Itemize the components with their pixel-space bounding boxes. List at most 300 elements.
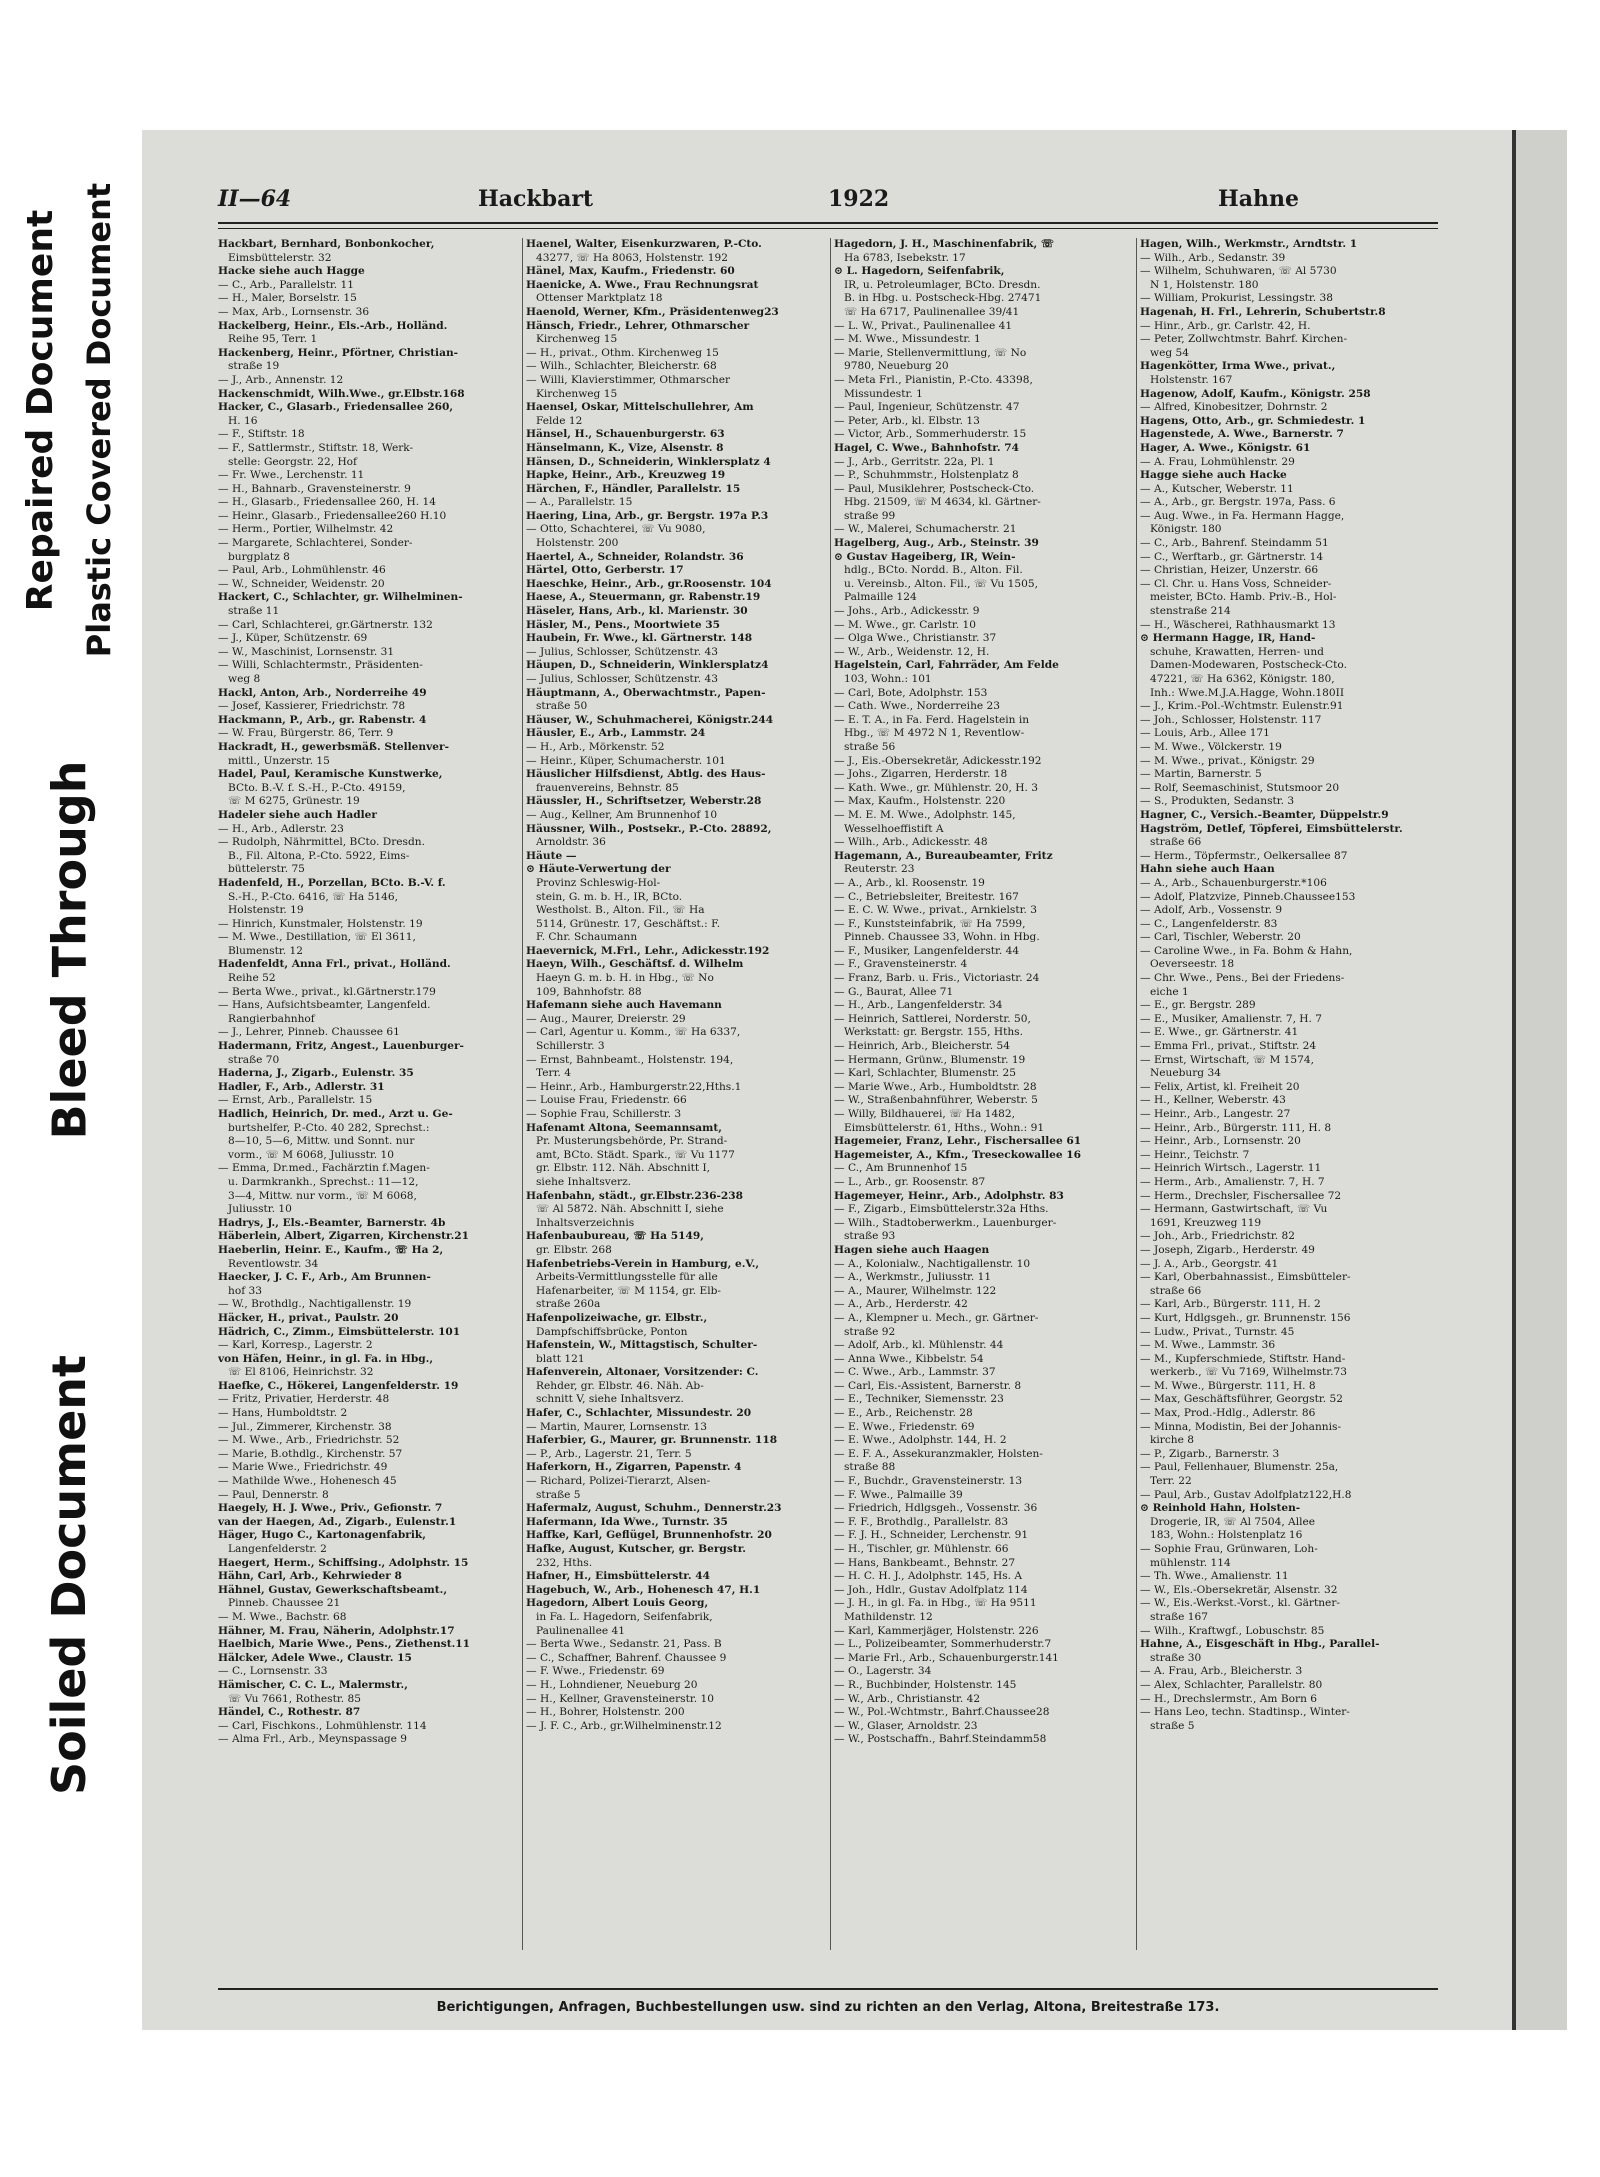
directory-entry-line: Hafke, August, Kutscher, gr. Bergstr. [526, 1543, 746, 1555]
directory-entry-line: — Aug., Maurer, Dreierstr. 29 [526, 1012, 686, 1025]
directory-entry-line: Hagen, Wilh., Werkmstr., Arndtstr. 1 [1140, 238, 1358, 250]
directory-entry-line: — H., Bohrer, Holstenstr. 200 [526, 1706, 685, 1719]
directory-entry-line: — M. Wwe., gr. Carlstr. 10 [834, 618, 976, 631]
directory-entry-line: Schillerstr. 3 [536, 1040, 605, 1053]
directory-entry-line: — C., Schaffner, Bahrenf. Chaussee 9 [526, 1651, 727, 1664]
directory-entry-line: — W., Brothdlg., Nachtigallenstr. 19 [218, 1298, 412, 1311]
directory-entry-line: 109, Bahnhofstr. 88 [536, 985, 642, 998]
directory-entry-line: — Hinr., Arb., gr. Carlstr. 42, H. [1140, 319, 1311, 332]
directory-entry-line: Holstenstr. 200 [536, 537, 619, 550]
directory-entry-line: — M. Wwe., privat., Königstr. 29 [1140, 754, 1315, 767]
directory-entry-line: 8—10, 5—6, Mittw. und Sonnt. nur [228, 1135, 415, 1148]
directory-entry-line: H. 16 [228, 414, 258, 427]
directory-entry-line: straße 99 [844, 509, 896, 522]
directory-entry-line: — W., Arb., Christianstr. 42 [834, 1692, 981, 1705]
directory-entry-line: Neueburg 34 [1150, 1067, 1221, 1080]
directory-entry-line: Haese, A., Steuermann, gr. Rabenstr.19 [526, 591, 761, 604]
directory-entry-line: — Chr. Wwe., Pens., Bei der Friedens- [1140, 972, 1345, 985]
directory-entry-line: Häseler, Hans, Arb., kl. Marienstr. 30 [526, 605, 748, 618]
directory-entry-line: straße 66 [1150, 1284, 1202, 1297]
directory-entry-line: Inh.: Wwe.M.J.A.Hagge, Wohn.180II [1150, 686, 1345, 699]
directory-entry-line: straße 5 [536, 1488, 581, 1501]
directory-entry-line: Hagström, Detlef, Töpferei, Eimsbüttelerstr. [1140, 822, 1403, 835]
directory-entry-line: — H., Glasarb., Friedensallee 260, H. 14 [218, 496, 436, 509]
directory-entry-line: IR, u. Petroleumlager, BCto. Dresdn. [844, 278, 1041, 291]
directory-entry-line: Haecker, J. C. F., Arb., Am Brunnen- [218, 1271, 431, 1284]
directory-entry-line: Terr. 4 [536, 1067, 571, 1080]
directory-entry-line: weg 8 [228, 673, 261, 685]
directory-entry-line: Mathildenstr. 12 [844, 1610, 933, 1623]
directory-entry-line: mühlenstr. 114 [1150, 1556, 1231, 1569]
distortion-labels [0, 130, 138, 1900]
directory-entry-line: Häcker, H., privat., Paulstr. 20 [218, 1311, 399, 1324]
directory-entry-line: — M. Wwe., Völckerstr. 19 [1140, 740, 1282, 753]
directory-entry-line: B. in Hbg. u. Postscheck-Hbg. 27471 [844, 292, 1042, 305]
directory-entry-line: — Johs., Arb., Adickesstr. 9 [834, 605, 980, 618]
directory-entry-line: straße 260a [536, 1298, 601, 1311]
directory-entry-line: Hackradt, H., gewerbsmäß. Stellenver- [218, 740, 449, 753]
directory-entry-line: — E. C. W. Wwe., privat., Arnkielstr. 3 [834, 904, 1037, 917]
directory-entry-line: — Minna, Modistin, Bei der Johannis- [1140, 1420, 1342, 1433]
directory-entry-line: Hafenverein, Altonaer, Vorsitzender: C. [526, 1366, 759, 1379]
directory-entry-line: Holstenstr. 19 [228, 904, 304, 917]
header-year: 1922 [828, 186, 890, 212]
directory-entry-line: Paulinenallee 41 [536, 1624, 625, 1637]
directory-entry-line: — Th. Wwe., Amalienstr. 11 [1140, 1570, 1289, 1583]
directory-entry-line: Kirchenweg 15 [536, 387, 618, 400]
directory-entry-line: — Wilh., Stadtoberwerkm., Lauenburger- [834, 1216, 1057, 1229]
directory-entry-line: straße 70 [228, 1053, 280, 1066]
directory-entry-line: — Karl, Arb., Bürgerstr. 111, H. 2 [1140, 1298, 1321, 1311]
directory-entry-line: Hänsel, H., Schauenburgerstr. 63 [526, 428, 725, 441]
directory-entry-line: Haenel, Walter, Eisenkurzwaren, P.-Cto. [526, 238, 762, 250]
directory-entry-line: — Joh., Arb., Friedrichstr. 82 [1140, 1230, 1295, 1243]
directory-entry-line: — Alma Frl., Arb., Meynspassage 9 [218, 1733, 408, 1746]
directory-entry-line: Hafermalz, August, Schuhm., Dennerstr.23 [526, 1502, 782, 1515]
directory-entry-line: — Felix, Artist, kl. Freiheit 20 [1140, 1080, 1300, 1093]
directory-entry-line: — W., Maschinist, Lornsenstr. 31 [218, 645, 395, 658]
directory-entry-line: Hadenfeldt, Anna Frl., privat., Holländ. [218, 958, 451, 971]
directory-entry-line: — Richard, Polizei-Tierarzt, Alsen- [526, 1475, 711, 1488]
soiled-document-label: Soiled Document [42, 1354, 97, 1796]
directory-entry-line: 1691, Kreuzweg 119 [1150, 1216, 1262, 1229]
directory-entry-line: Pr. Musterungsbehörde, Pr. Strand- [536, 1135, 728, 1148]
footer-rule [218, 1988, 1438, 1990]
directory-entry-line: Pinneb. Chaussee 21 [228, 1597, 341, 1610]
directory-entry-line: — Max, Geschäftsführer, Georgstr. 52 [1140, 1393, 1343, 1406]
directory-entry-line: Hagner, C., Versich.-Beamter, Düppelstr.9 [1140, 808, 1389, 821]
directory-entry-line: Händel, C., Rothestr. 87 [218, 1706, 361, 1719]
directory-entry-line: burtshelfer, P.-Cto. 40 282, Sprechst.: [228, 1121, 430, 1134]
directory-entry-line: straße 93 [844, 1230, 896, 1243]
directory-entry-line: — Otto, Schachterei, ☏ Vu 9080, [526, 523, 706, 536]
directory-entry-line: Ha 6783, Isebekstr. 17 [844, 251, 966, 264]
directory-entry-line: — C., Arb., Parallelstr. 11 [218, 278, 354, 291]
directory-entry-line: — Ludw., Privat., Turnstr. 45 [1140, 1325, 1295, 1338]
directory-entry-line: — Paul, Fellenhauer, Blumenstr. 25a, [1140, 1461, 1339, 1474]
directory-entry-line: 9780, Neueburg 20 [844, 360, 949, 373]
directory-entry-line: — E., Arb., Reichenstr. 28 [834, 1407, 973, 1420]
directory-entry-line: — Alex, Schlachter, Parallelstr. 80 [1140, 1678, 1323, 1691]
directory-entry-line: — Carl, Tischler, Weberstr. 20 [1140, 931, 1301, 944]
directory-entry-line: — Adolf, Platzvize, Pinneb.Chaussee153 [1140, 890, 1356, 903]
directory-entry-line: Häuser, W., Schuhmacherei, Königstr.244 [526, 713, 774, 726]
directory-entry-line: Hagedorn, J. H., Maschinenfabrik, ☏ [834, 238, 1055, 250]
directory-entry-line: — W. Frau, Bürgerstr. 86, Terr. 9 [218, 727, 394, 740]
directory-entry-line: Missundestr. 1 [844, 387, 923, 400]
directory-entry-line: Hackelberg, Heinr., Els.-Arb., Holländ. [218, 319, 448, 332]
directory-entry-line: — Aug., Kellner, Am Brunnenhof 10 [526, 808, 718, 821]
directory-entry-line: Hänselmann, K., Vize, Alsenstr. 8 [526, 441, 724, 454]
directory-entry-line: — F. Wwe., Friedenstr. 69 [526, 1665, 665, 1678]
directory-entry-line: — W., Postschaffn., Bahrf.Steindamm58 [834, 1733, 1047, 1746]
directory-entry-line: — A., Arb., Schauenburgerstr.*106 [1140, 876, 1327, 889]
directory-entry-line: straße 66 [1150, 836, 1202, 849]
directory-entry-line: — Carl, Fischkons., Lohmühlenstr. 114 [218, 1719, 427, 1732]
directory-entry-line: — Johs., Zigarren, Herderstr. 18 [834, 768, 1008, 781]
directory-entry-line: — F. Wwe., Palmaille 39 [834, 1488, 963, 1501]
directory-entry-line: Langenfelderstr. 2 [228, 1543, 327, 1555]
directory-entry-line: u. Vereinsb., Alton. Fil., ☏ Vu 1505, [844, 577, 1038, 590]
directory-entry-line: Häger, Hugo C., Kartonagenfabrik, [218, 1529, 426, 1542]
directory-entry-line: — W., Els.-Obersekretär, Alsenstr. 32 [1140, 1583, 1338, 1596]
directory-entry-line: — R., Buchbinder, Holstenstr. 145 [834, 1678, 1017, 1691]
directory-entry-line: Hagen siehe auch Haagen [834, 1243, 990, 1256]
directory-entry-line: — A., Arb., kl. Roosenstr. 19 [834, 876, 985, 889]
directory-entry-line: Haegert, Herm., Schiffsing., Adolphstr. 15 [218, 1556, 469, 1569]
directory-entry-line: Eimsbüttelerstr. 32 [228, 251, 332, 264]
directory-entry-line: Hbg. 21509, ☏ M 4634, kl. Gärtner- [844, 496, 1041, 509]
directory-entry-line: Provinz Schleswig-Hol- [536, 876, 661, 889]
directory-entry-line: Reihe 95, Terr. 1 [228, 333, 318, 346]
directory-entry-line: Hafermann, Ida Wwe., Turnstr. 35 [526, 1515, 728, 1528]
directory-entry-line: — Carl, Eis.-Assistent, Barnerstr. 8 [834, 1379, 1022, 1392]
directory-entry-line: siehe Inhaltsverz. [536, 1175, 632, 1188]
directory-entry-line: hof 33 [228, 1284, 262, 1297]
directory-entry-line: — Fritz, Privatier, Herderstr. 48 [218, 1393, 390, 1406]
directory-entry-line: Hacke siehe auch Hagge [218, 265, 365, 278]
directory-entry-line: Hafenarbeiter, ☏ M 1154, gr. Elb- [536, 1284, 721, 1297]
directory-entry-line: — Carl, Schlachterei, gr.Gärtnerstr. 132 [218, 618, 433, 631]
entry-column-3 [834, 238, 1132, 1950]
directory-entry-line: — H., Arb., Langenfelderstr. 34 [834, 999, 1003, 1012]
directory-entry-line: — Heinr., Teichstr. 7 [1140, 1148, 1250, 1161]
directory-entry-line: Häusler, E., Arb., Lammstr. 24 [526, 727, 706, 740]
directory-entry-line: — F. F., Brothdlg., Parallelstr. 83 [834, 1515, 1009, 1528]
directory-entry-line: — Hinrich, Kunstmaler, Holstenstr. 19 [218, 917, 423, 930]
directory-entry-line: N 1, Holstenstr. 180 [1150, 278, 1259, 291]
directory-entry-line: — J., Arb., Annenstr. 12 [218, 373, 344, 386]
directory-entry-line: — M. Wwe., Destillation, ☏ El 3611, [218, 931, 416, 944]
directory-entry-line: — J. A., Arb., Georgstr. 41 [1140, 1257, 1279, 1270]
directory-entry-line: Drogerie, IR, ☏ Al 7504, Allee [1150, 1515, 1316, 1528]
directory-entry-line: 3—4, Mittw. nur vorm., ☏ M 6068, [228, 1189, 417, 1202]
directory-entry-line: — O., Lagerstr. 34 [834, 1665, 932, 1678]
directory-entry-line: — Heinrich, Sattlerei, Norderstr. 50, [834, 1012, 1031, 1025]
directory-entry-line: Häberlein, Albert, Zigarren, Kirchenstr.21 [218, 1230, 470, 1243]
directory-entry-line: — A., Parallelstr. 15 [526, 496, 633, 509]
directory-entry-line: — Willi, Klavierstimmer, Othmarscher [526, 373, 731, 386]
directory-entry-line: gr. Elbstr. 268 [536, 1243, 612, 1256]
directory-entry-line: — E. Wwe., Friedenstr. 69 [834, 1420, 975, 1433]
directory-entry-line: straße 88 [844, 1461, 896, 1474]
directory-entry-line: Hähnel, Gustav, Gewerkschaftsbeamt., [218, 1583, 448, 1596]
directory-entry-line: — Aug. Wwe., in Fa. Hermann Hagge, [1140, 509, 1345, 522]
directory-entry-line: Hagenah, H. Frl., Lehrerin, Schubertstr.8 [1140, 305, 1386, 318]
directory-entry-line: — Paul, Arb., Gustav Adolfplatz122,H.8 [1140, 1488, 1352, 1501]
directory-entry-line: — Adolf, Arb., kl. Mühlenstr. 44 [834, 1339, 1004, 1352]
directory-entry-line: eiche 1 [1150, 985, 1189, 998]
entry-column-4 [1140, 238, 1438, 1950]
directory-entry-line: Königstr. 180 [1150, 523, 1222, 536]
directory-entry-line: 5114, Grünestr. 17, Geschäftst.: F. [536, 917, 721, 930]
directory-entry-line: — J. F. C., Arb., gr.Wilhelminenstr.12 [526, 1719, 722, 1732]
directory-entry-line: — H., Kellner, Weberstr. 43 [1140, 1094, 1286, 1107]
directory-entry-line: straße 56 [844, 740, 896, 753]
directory-entry-line: ⊙ Häute-Verwertung der [526, 863, 671, 876]
directory-entry-line: straße 5 [1150, 1719, 1195, 1732]
directory-entry-line: straße 92 [844, 1325, 896, 1338]
directory-entry-line: — S., Produkten, Sedanstr. 3 [1140, 795, 1295, 808]
directory-entry-line: — C. Wwe., Arb., Lammstr. 37 [834, 1366, 996, 1379]
directory-entry-line: Hädrich, C., Zimm., Eimsbüttelerstr. 101 [218, 1325, 461, 1338]
directory-entry-line: Haffke, Karl, Geflügel, Brunnenhofstr. 20 [526, 1529, 772, 1542]
directory-entry-line: — Paul, Arb., Lohmühlenstr. 46 [218, 564, 386, 577]
directory-entry-line: Hafner, H., Eimsbüttelerstr. 44 [526, 1570, 710, 1583]
directory-entry-line: Hadel, Paul, Keramische Kunstwerke, [218, 768, 443, 781]
directory-entry-line: — Emma Frl., privat., Stiftstr. 24 [1140, 1040, 1317, 1053]
directory-entry-line: — A. Frau, Arb., Bleicherstr. 3 [1140, 1665, 1303, 1678]
directory-entry-line: — Peter, Zollwchtmstr. Bahrf. Kirchen- [1140, 333, 1348, 346]
directory-entry-line: — C., Langenfelderstr. 83 [1140, 917, 1278, 930]
directory-entry-line: — Herm., Drechsler, Fischersallee 72 [1140, 1189, 1342, 1202]
directory-entry-line: — Julius, Schlosser, Schützenstr. 43 [526, 673, 718, 685]
directory-entry-line: — W., Malerei, Schumacherstr. 21 [834, 523, 1017, 536]
directory-entry-line: — Heinrich Wirtsch., Lagerstr. 11 [1140, 1162, 1322, 1175]
directory-entry-line: — M. Wwe., Bürgerstr. 111, H. 8 [1140, 1379, 1316, 1392]
directory-entry-line: — Heinr., Küper, Schumacherstr. 101 [526, 754, 726, 767]
directory-entry-line: Hagenstede, A. Wwe., Barnerstr. 7 [1140, 428, 1344, 441]
directory-entry-line: Haeschke, Heinr., Arb., gr.Roosenstr. 104 [526, 577, 772, 590]
directory-entry-line: Eimsbüttelerstr. 61, Hths., Wohn.: 91 [844, 1121, 1045, 1134]
directory-entry-line: ⊙ Hermann Hagge, IR, Hand- [1140, 632, 1316, 645]
directory-entry-line: weg 54 [1150, 346, 1189, 359]
entry-column-1 [218, 238, 516, 1950]
directory-entry-line: Hackl, Anton, Arb., Norderreihe 49 [218, 686, 427, 699]
directory-entry-line: Häupen, D., Schneiderin, Winklersplatz4 [526, 659, 769, 672]
directory-entry-line: — Heinrich, Arb., Bleicherstr. 54 [834, 1040, 1010, 1053]
column-divider-1 [522, 238, 523, 1950]
entry-columns [218, 238, 1438, 1950]
directory-entry-line: Hänsen, D., Schneiderin, Winklersplatz 4 [526, 455, 771, 468]
directory-entry-line: — Heinr., Arb., Langestr. 27 [1140, 1108, 1291, 1120]
directory-entry-line: Hagenow, Adolf, Kaufm., Königstr. 258 [1140, 387, 1371, 400]
directory-entry-line: burgplatz 8 [228, 550, 290, 563]
directory-entry-line: Reuterstr. 23 [844, 863, 915, 876]
directory-entry-line: Haenold, Werner, Kfm., Präsidentenweg23 [526, 305, 779, 318]
directory-entry-line: — H., Tischler, gr. Mühlenstr. 66 [834, 1543, 1009, 1555]
directory-entry-line: B., Fil. Altona, P.-Cto. 5922, Eims- [228, 849, 410, 862]
header-last-entry: Hahne [1218, 186, 1300, 212]
directory-entry-line: — Joh., Hdlr., Gustav Adolfplatz 114 [834, 1583, 1028, 1596]
directory-entry-line: — Kurt, Hdlgsgeh., gr. Brunnenstr. 156 [1140, 1311, 1351, 1324]
directory-entry-line: Ottenser Marktplatz 18 [536, 292, 663, 305]
directory-entry-line: Hbg., ☏ M 4972 N 1, Reventlow- [844, 727, 1025, 740]
directory-entry-line: — A., Klempner u. Mech., gr. Gärtner- [834, 1311, 1039, 1324]
directory-entry-line: Häuptmann, A., Oberwachtmstr., Papen- [526, 686, 766, 699]
directory-entry-line: Haegely, H. J. Wwe., Priv., Gefionstr. 7 [218, 1502, 443, 1515]
directory-entry-line: Dampfschiffsbrücke, Ponton [536, 1325, 688, 1338]
directory-entry-line: gr. Elbstr. 112. Näh. Abschnitt I, [536, 1162, 711, 1175]
directory-entry-line: — Louise Frau, Friedenstr. 66 [526, 1094, 687, 1107]
directory-entry-line: Hagenkötter, Irma Wwe., privat., [1140, 360, 1336, 373]
directory-entry-line: — C., Arb., Bahrenf. Steindamm 51 [1140, 537, 1329, 550]
directory-entry-line: — Mathilde Wwe., Hohenesch 45 [218, 1475, 397, 1488]
directory-entry-line: — Herm., Töpfermstr., Oelkersallee 87 [1140, 849, 1348, 862]
directory-entry-line: ☏ El 8106, Heinrichstr. 32 [228, 1366, 374, 1379]
directory-entry-line: Hackert, C., Schlachter, gr. Wilhelminen- [218, 591, 463, 604]
directory-entry-line: Hafenstein, W., Mittagstisch, Schulter- [526, 1339, 758, 1352]
directory-entry-line: Haeberlin, Heinr. E., Kaufm., ☏ Ha 2, [218, 1243, 444, 1256]
directory-entry-line: — William, Prokurist, Lessingstr. 38 [1140, 292, 1333, 305]
directory-entry-line: — E. Wwe., Adolphstr. 144, H. 2 [834, 1434, 1007, 1447]
directory-entry-line: — Max, Kaufm., Holstenstr. 220 [834, 795, 1006, 808]
directory-entry-line: — Karl, Oberbahnassist., Eimsbütteler- [1140, 1271, 1351, 1284]
directory-entry-line: Hagelstein, Carl, Fahrräder, Am Felde [834, 659, 1059, 672]
directory-entry-line: — E., Techniker, Siemensstr. 23 [834, 1393, 1004, 1406]
directory-entry-line: — Heinr., Arb., Lornsenstr. 20 [1140, 1135, 1301, 1148]
directory-entry-line: Haferbier, G., Maurer, gr. Brunnenstr. 118 [526, 1434, 778, 1447]
directory-entry-line: Hadeler siehe auch Hadler [218, 808, 377, 821]
directory-entry-line: — W., Straßenbahnführer, Weberstr. 5 [834, 1094, 1038, 1107]
directory-entry-line: 183, Wohn.: Holstenplatz 16 [1150, 1529, 1303, 1542]
directory-entry-line: 47221, ☏ Ha 6362, Königstr. 180, [1150, 673, 1335, 685]
directory-entry-line: — M. E. M. Wwe., Adolphstr. 145, [834, 808, 1016, 821]
directory-entry-line: — H., Drechslermstr., Am Born 6 [1140, 1692, 1318, 1705]
directory-entry-line: Hagemeyer, Heinr., Arb., Adolphstr. 83 [834, 1189, 1064, 1202]
bleed-through-label: Bleed Through [42, 760, 97, 1140]
directory-entry-line: Hagemeister, A., Kfm., Treseckowallee 16 [834, 1148, 1082, 1161]
directory-entry-line: Haferkorn, H., Zigarren, Papenstr. 4 [526, 1461, 742, 1474]
directory-entry-line: Hagel, C. Wwe., Bahnhofstr. 74 [834, 441, 1019, 454]
directory-entry-line: Hafenbetriebs-Verein in Hamburg, e.V., [526, 1257, 760, 1270]
directory-entry-line: — Peter, Arb., kl. Elbstr. 13 [834, 414, 980, 427]
directory-entry-line: Häussner, Wilh., Postsekr., P.-Cto. 28892, [526, 822, 772, 835]
directory-entry-line: — F., Sattlermstr., Stiftstr. 18, Werk- [218, 441, 414, 454]
directory-entry-line: Hager, A. Wwe., Königstr. 61 [1140, 441, 1311, 454]
directory-entry-line: von Häfen, Heinr., in gl. Fa. in Hbg., [218, 1352, 434, 1365]
directory-entry-line: stelle: Georgstr. 22, Hof [228, 455, 357, 468]
directory-entry-line: Haderna, J., Zigarb., Eulenstr. 35 [218, 1067, 414, 1080]
directory-entry-line: — Ernst, Wirtschaft, ☏ M 1574, [1140, 1053, 1315, 1066]
directory-entry-line: Häsler, M., Pens., Moortwiete 35 [526, 618, 721, 631]
directory-entry-line: Häuslicher Hilfsdienst, Abtlg. des Haus- [526, 768, 766, 781]
directory-entry-line: — F., Zigarb., Eimsbüttelerstr.32a Hths. [834, 1203, 1049, 1216]
directory-entry-line: Westholst. B., Alton. Fil., ☏ Ha [536, 904, 705, 917]
directory-entry-line: — Paul, Dennerstr. 8 [218, 1488, 329, 1501]
directory-entry-line: — F., Stiftstr. 18 [218, 428, 305, 441]
directory-entry-line: 232, Hths. [536, 1556, 593, 1569]
directory-entry-line: — Karl, Korresp., Lagerstr. 2 [218, 1339, 373, 1352]
directory-entry-line: 43277, ☏ Ha 8063, Holstenstr. 192 [536, 251, 729, 264]
directory-entry-line: BCto. B.-V. f. S.-H., P.-Cto. 49159, [228, 781, 406, 794]
directory-entry-line: — Joseph, Zigarb., Herderstr. 49 [1140, 1243, 1315, 1256]
directory-entry-line: straße 50 [536, 700, 588, 713]
directory-entry-line: — Emma, Dr.med., Fachärztin f.Magen- [218, 1162, 430, 1175]
directory-entry-line: — Cl. Chr. u. Hans Voss, Schneider- [1140, 577, 1332, 590]
directory-entry-line: — Hermann, Gastwirtschaft, ☏ Vu [1140, 1203, 1328, 1216]
directory-entry-line: büttelerstr. 75 [228, 863, 305, 876]
directory-entry-line: Rangierbahnhof [228, 1012, 315, 1025]
directory-entry-line: u. Darmkrankh., Sprechst.: 11—12, [228, 1175, 419, 1188]
directory-entry-line: Hagelberg, Aug., Arb., Steinstr. 39 [834, 537, 1039, 550]
directory-entry-line: — G., Baurat, Allee 71 [834, 985, 954, 998]
directory-entry-line: Hadler, F., Arb., Adlerstr. 31 [218, 1080, 385, 1093]
directory-entry-line: kirche 8 [1150, 1434, 1195, 1447]
directory-entry-line: S.-H., P.-Cto. 6416, ☏ Ha 5146, [228, 890, 398, 903]
directory-entry-line: Reventlowstr. 34 [228, 1257, 319, 1270]
directory-entry-line: amt, BCto. Städt. Spark., ☏ Vu 1177 [536, 1148, 735, 1161]
directory-entry-line: — M., Kupferschmiede, Stiftstr. Hand- [1140, 1352, 1346, 1365]
directory-entry-line: — Margarete, Schlachterei, Sonder- [218, 537, 413, 550]
directory-entry-line: ☏ M 6275, Grünestr. 19 [228, 795, 360, 808]
column-divider-2 [830, 238, 831, 1950]
directory-entry-line: — P., Schuhmmstr., Holstenplatz 8 [834, 469, 1019, 482]
directory-entry-line: Juliusstr. 10 [228, 1203, 292, 1216]
directory-entry-line: — Marie, Stellenvermittlung, ☏ No [834, 346, 1027, 359]
directory-entry-line: — Christian, Heizer, Unzerstr. 66 [1140, 564, 1319, 577]
directory-entry-line: — M. Wwe., Lammstr. 36 [1140, 1339, 1276, 1352]
directory-entry-line: — Jul., Zimmerer, Kirchenstr. 38 [218, 1420, 392, 1433]
directory-entry-line: — J., Lehrer, Pinneb. Chaussee 61 [218, 1026, 400, 1039]
directory-entry-line: — Herm., Arb., Amalienstr. 7, H. 7 [1140, 1175, 1325, 1188]
directory-entry-line: — A. Frau, Lohmühlenstr. 29 [1140, 455, 1295, 468]
directory-entry-line: Werkstatt: gr. Bergstr. 155, Hths. [844, 1026, 1023, 1039]
directory-entry-line: Reihe 52 [228, 972, 276, 985]
directory-entry-line: Häussler, H., Schriftsetzer, Weberstr.28 [526, 795, 762, 808]
directory-entry-line: Haenicke, A. Wwe., Frau Rechnungsrat [526, 278, 759, 291]
directory-entry-line: — Victor, Arb., Sommerhuderstr. 15 [834, 428, 1027, 441]
directory-entry-line: ⊙ Reinhold Hahn, Holsten- [1140, 1502, 1301, 1515]
directory-entry-line: — A., Maurer, Wilhelmstr. 122 [834, 1284, 997, 1297]
directory-entry-line: Hadlich, Heinrich, Dr. med., Arzt u. Ge- [218, 1108, 453, 1120]
directory-entry-line: Hähn, Carl, Arb., Kehrwieder 8 [218, 1570, 402, 1583]
directory-entry-line: — Hans, Bankbeamt., Behnstr. 27 [834, 1556, 1016, 1569]
directory-entry-line: — A., Werkmstr., Juliusstr. 11 [834, 1271, 992, 1284]
directory-entry-line: — Wilh., Kraftwgf., Lobuschstr. 85 [1140, 1624, 1325, 1637]
directory-entry-line: Inhaltsverzeichnis [536, 1216, 635, 1229]
directory-entry-line: — Louis, Arb., Allee 171 [1140, 727, 1270, 740]
directory-entry-line: — Marie, B.othdlg., Kirchenstr. 57 [218, 1447, 403, 1460]
directory-entry-line: — Meta Frl., Pianistin, P.-Cto. 43398, [834, 373, 1033, 386]
directory-entry-line: — P., Arb., Lagerstr. 21, Terr. 5 [526, 1447, 692, 1460]
directory-entry-line: — W., Eis.-Werkst.-Vorst., kl. Gärtner- [1140, 1597, 1340, 1610]
header-rule-thin [218, 228, 1438, 229]
directory-entry-line: — C., Lornsenstr. 33 [218, 1665, 328, 1678]
directory-entry-line: — J., Krim.-Pol.-Wchtmstr. Eulenstr.91 [1140, 700, 1344, 713]
directory-entry-line: Hafenamt Altona, Seemannsamt, [526, 1121, 722, 1134]
directory-entry-line: — H., Lohndiener, Neueburg 20 [526, 1678, 698, 1691]
directory-entry-line: — Alfred, Kinobesitzer, Dohrnstr. 2 [1140, 401, 1328, 414]
directory-entry-line: — Willi, Schlachtermstr., Präsidenten- [218, 659, 423, 672]
directory-entry-line: — A., Arb., gr. Bergstr. 197a, Pass. 6 [1140, 496, 1336, 509]
directory-entry-line: Haertel, A., Schneider, Rolandstr. 36 [526, 550, 744, 563]
directory-entry-line: — Willy, Bildhauerei, ☏ Ha 1482, [834, 1108, 1016, 1120]
directory-entry-line: — Ernst, Arb., Parallelstr. 15 [218, 1094, 373, 1107]
entry-column-2 [526, 238, 824, 1950]
directory-entry-line: Hafenbahn, städt., gr.Elbstr.236-238 [526, 1189, 744, 1202]
directory-entry-line: — Karl, Schlachter, Blumenstr. 25 [834, 1067, 1016, 1080]
